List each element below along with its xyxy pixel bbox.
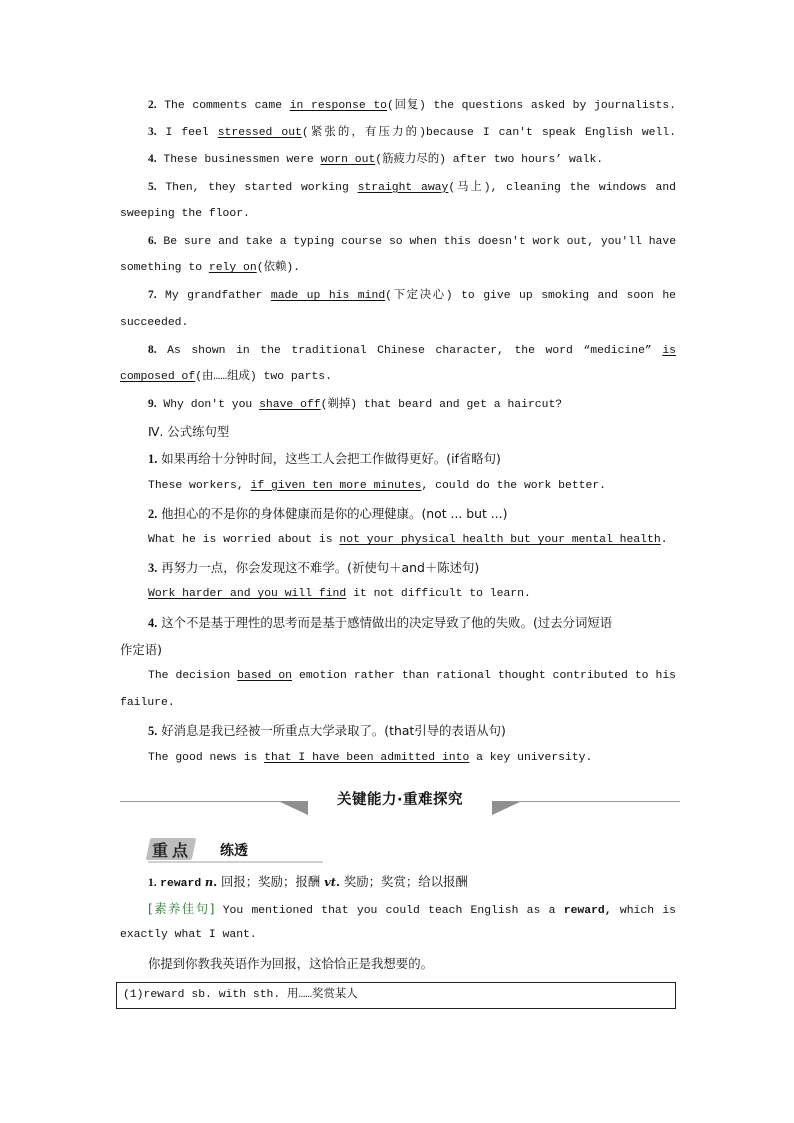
keypoint-underline (148, 861, 323, 863)
answer-blank: shave off (259, 399, 321, 412)
answer-blank: straight away (357, 181, 449, 194)
vocab-headword-line: 1. reward n. 回报；奖励；报酬 vt. 奖励；奖赏；给以报酬 (148, 874, 468, 890)
usage-box (116, 982, 676, 1009)
answer-blank: based on (237, 669, 293, 682)
answer-blank: rely on (208, 262, 257, 275)
translation-prompt: 1. 如果再给十分钟时间，这些工人会把工作做得更好。(if省略句) (148, 451, 501, 467)
translation-answer: These workers, if given ten more minutes, could do the work better. (148, 479, 606, 492)
answer-blank: is (662, 344, 676, 357)
example-tag: [素养佳句] (148, 901, 215, 917)
usage-text: (1)reward sb. with sth. 用……奖赏某人 (123, 989, 358, 1001)
translation-answer: Work harder and you will find it not difficult to learn. (148, 588, 531, 601)
list-item-continuation: something to rely on(依赖). (120, 262, 301, 275)
answer-blank: not your physical health but your mental health (339, 534, 661, 546)
translation-prompt: 3. 再努力一点，你会发现这不难学。(祈使句＋and＋陈述句) (148, 560, 480, 576)
section-heading: Ⅳ. 公式练句型 (148, 424, 230, 440)
keypoint-badge: 重点 (152, 841, 193, 860)
list-item-continuation: sweeping the floor. (120, 207, 250, 220)
banner-rule-left (120, 801, 290, 802)
translation-answer: The good news is that I have been admitted into a key university. (148, 751, 593, 764)
section-banner (120, 784, 680, 820)
exercise-iii-list (120, 92, 676, 772)
part-of-speech: n. (204, 875, 218, 889)
banner-wedge-right (492, 801, 522, 815)
list-item-continuation: succeeded. (120, 316, 189, 329)
translation-answer: What he is worried about is not your physical health but your mental health. (148, 534, 668, 546)
list-item: 6. Be sure and take a typing course so when this doesn't work out, you'll have (148, 234, 676, 248)
answer-blank: made up his mind (270, 290, 386, 303)
list-item-continuation: composed of(由……组成) two parts. (120, 370, 332, 383)
answer-blank: if given ten more minutes (250, 479, 422, 492)
vocab-headword: reward (160, 878, 202, 890)
part-of-speech: vt. (324, 875, 340, 889)
list-item: 8. As shown in the traditional Chinese character, the word “medicine” is (148, 343, 676, 357)
example-sentence: [素养佳句] You mentioned that you could teach English as a reward, which is (148, 901, 676, 918)
translation-prompt: 4. 这个不是基于理性的思考而是基于感情做出的决定导致了他的失败。(过去分词短语 (148, 614, 613, 630)
list-item: 3. I feel stressed out(紧张的，有压力的)because I can't speak English well. (148, 126, 676, 140)
list-item: 7. My grandfather made up his mind(下定决心) to give up smoking and soon he (148, 289, 676, 303)
keypoint-header (148, 836, 348, 862)
answer-blank: stressed out (217, 127, 302, 140)
list-item: 4. These businessmen were worn out(筋疲力尽的) after two hours’ walk. (148, 153, 604, 167)
answer-blank: worn out (320, 154, 376, 167)
translation-answer: The decision based on emotion rather than rational thought contributed to his (148, 669, 676, 682)
example-sentence-continuation: exactly what I want. (120, 929, 257, 942)
keypoint-label: 练透 (220, 843, 248, 859)
translation-answer-continuation: failure. (120, 697, 175, 710)
translation-prompt: 2. 他担心的不是你的身体健康而是你的心理健康。(not ... but ...) (148, 505, 508, 521)
list-item: 5. Then, they started working straight away(马上), cleaning the windows and (148, 180, 676, 194)
vocab-entry-reward (120, 868, 676, 977)
translation-prompt: 5. 好消息是我已经被一所重点大学录取了。(that引导的表语从句) (148, 723, 506, 739)
banner-rule-right (510, 801, 680, 802)
answer-blank: that I have been admitted into (264, 751, 470, 764)
translation-prompt-continuation: 作定语) (120, 641, 163, 657)
answer-blank: Work harder and you will find (148, 588, 347, 601)
list-item: 2. The comments came in response to(回复) the questions asked by journalists. (148, 99, 676, 112)
banner-title: 关键能力·重难探究 (336, 792, 463, 808)
example-translation: 你提到你教我英语作为回报，这恰恰正是我想要的。 (148, 955, 433, 971)
list-item: 9. Why don't you shave off(剃掉) that beard and get a haircut? (148, 398, 563, 412)
answer-blank: composed of (120, 370, 196, 383)
answer-blank: in response to (289, 100, 387, 112)
